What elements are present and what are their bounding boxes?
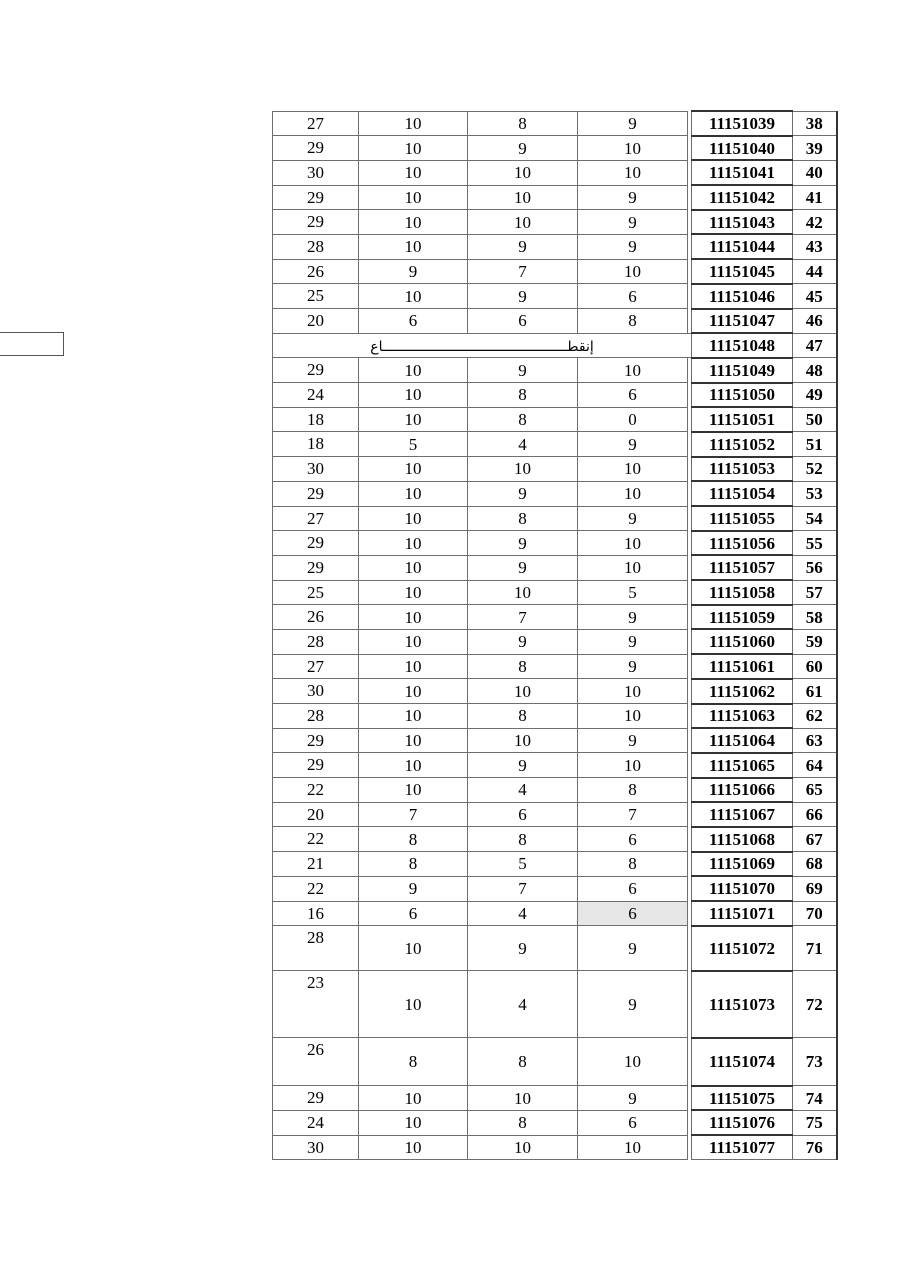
score-cell-a: 10 — [578, 358, 688, 383]
score-cell-c: 10 — [359, 778, 468, 803]
score-cell-b: 8 — [468, 827, 578, 852]
table-row — [273, 1135, 837, 1160]
row-number-cell: 62 — [793, 704, 837, 729]
total-cell: 26 — [273, 1038, 359, 1086]
total-cell: 28 — [273, 926, 359, 971]
row-number-cell: 49 — [793, 383, 837, 408]
row-number-cell: 43 — [793, 234, 837, 259]
score-cell-c: 10 — [359, 1086, 468, 1111]
score-cell-a: 9 — [578, 926, 688, 971]
row-number-cell: 63 — [793, 728, 837, 753]
score-cell-b: 10 — [468, 580, 578, 605]
student-id-cell: 11151058 — [692, 580, 793, 605]
score-cell-a: 10 — [578, 160, 688, 185]
student-id-cell: 11151059 — [692, 605, 793, 630]
score-cell-c: 10 — [359, 383, 468, 408]
row-number-cell: 65 — [793, 778, 837, 803]
row-number-cell: 75 — [793, 1110, 837, 1135]
table-row — [273, 901, 837, 926]
total-cell: 29 — [273, 531, 359, 556]
total-cell: 29 — [273, 210, 359, 235]
table-row — [273, 654, 837, 679]
student-id-cell: 11151052 — [692, 432, 793, 457]
row-number-cell: 53 — [793, 481, 837, 506]
score-cell-a: 8 — [578, 309, 688, 334]
row-number-cell: 71 — [793, 926, 837, 971]
score-cell-c: 10 — [359, 136, 468, 161]
score-cell-c: 6 — [359, 309, 468, 334]
table-row — [273, 136, 837, 161]
score-cell-b: 10 — [468, 210, 578, 235]
score-cell-a: 10 — [578, 136, 688, 161]
score-cell-a: 9 — [578, 210, 688, 235]
score-cell-a: 10 — [578, 555, 688, 580]
score-cell-c: 10 — [359, 1135, 468, 1160]
score-cell-b: 6 — [468, 802, 578, 827]
student-id-cell: 11151046 — [692, 284, 793, 309]
table-row — [273, 827, 837, 852]
table-row — [273, 284, 837, 309]
total-cell: 27 — [273, 654, 359, 679]
total-cell: 28 — [273, 629, 359, 654]
student-id-cell: 11151048 — [692, 333, 793, 358]
total-cell: 27 — [273, 111, 359, 136]
row-number-cell: 52 — [793, 457, 837, 482]
score-cell-c: 10 — [359, 185, 468, 210]
score-cell-c: 10 — [359, 407, 468, 432]
row-number-cell: 41 — [793, 185, 837, 210]
student-id-cell: 11151067 — [692, 802, 793, 827]
table-row — [273, 160, 837, 185]
row-number-cell: 70 — [793, 901, 837, 926]
table-row — [273, 531, 837, 556]
student-id-cell: 11151072 — [692, 926, 793, 971]
score-cell-c: 8 — [359, 827, 468, 852]
score-cell-b: 9 — [468, 629, 578, 654]
row-number-cell: 54 — [793, 506, 837, 531]
row-number-cell: 72 — [793, 971, 837, 1038]
total-cell: 18 — [273, 432, 359, 457]
score-cell-c: 10 — [359, 284, 468, 309]
score-cell-b: 10 — [468, 679, 578, 704]
student-id-cell: 11151064 — [692, 728, 793, 753]
row-number-cell: 56 — [793, 555, 837, 580]
table-row — [273, 728, 837, 753]
student-id-cell: 11151076 — [692, 1110, 793, 1135]
row-number-cell: 76 — [793, 1135, 837, 1160]
total-cell: 20 — [273, 309, 359, 334]
total-cell: 18 — [273, 407, 359, 432]
score-cell-b: 8 — [468, 111, 578, 136]
score-cell-a: 6 — [578, 876, 688, 901]
table-row — [273, 383, 837, 408]
score-cell-a: 8 — [578, 852, 688, 877]
score-cell-c: 10 — [359, 753, 468, 778]
table-row — [273, 185, 837, 210]
row-number-cell: 55 — [793, 531, 837, 556]
table-row — [273, 309, 837, 334]
score-cell-c: 10 — [359, 971, 468, 1038]
score-cell-c: 10 — [359, 1110, 468, 1135]
score-cell-a: 7 — [578, 802, 688, 827]
table-row — [273, 481, 837, 506]
student-id-cell: 11151039 — [692, 111, 793, 136]
total-cell: 29 — [273, 185, 359, 210]
total-cell: 29 — [273, 753, 359, 778]
score-cell-c: 9 — [359, 876, 468, 901]
table-row — [273, 778, 837, 803]
row-number-cell: 64 — [793, 753, 837, 778]
score-cell-c: 10 — [359, 234, 468, 259]
row-number-cell: 67 — [793, 827, 837, 852]
student-id-cell: 11151045 — [692, 259, 793, 284]
row-number-cell: 42 — [793, 210, 837, 235]
total-cell: 25 — [273, 580, 359, 605]
score-cell-a: 5 — [578, 580, 688, 605]
score-cell-b: 10 — [468, 160, 578, 185]
row-number-cell: 66 — [793, 802, 837, 827]
score-cell-c: 10 — [359, 704, 468, 729]
total-cell: 30 — [273, 457, 359, 482]
student-id-cell: 11151042 — [692, 185, 793, 210]
table-row — [273, 210, 837, 235]
score-cell-a: 9 — [578, 629, 688, 654]
score-cell-a: 9 — [578, 971, 688, 1038]
total-cell: 22 — [273, 876, 359, 901]
total-cell: 25 — [273, 284, 359, 309]
student-id-cell: 11151049 — [692, 358, 793, 383]
student-id-cell: 11151071 — [692, 901, 793, 926]
row-number-cell: 39 — [793, 136, 837, 161]
score-cell-b: 8 — [468, 383, 578, 408]
score-cell-a: 6 — [578, 827, 688, 852]
total-cell: 29 — [273, 136, 359, 161]
score-cell-b: 8 — [468, 704, 578, 729]
score-cell-a: 9 — [578, 234, 688, 259]
score-cell-a: 10 — [578, 1038, 688, 1086]
score-cell-c: 10 — [359, 481, 468, 506]
score-cell-b: 9 — [468, 234, 578, 259]
total-cell: 29 — [273, 358, 359, 383]
total-cell: 26 — [273, 259, 359, 284]
score-cell-c: 10 — [359, 555, 468, 580]
total-cell: 28 — [273, 704, 359, 729]
row-number-cell: 45 — [793, 284, 837, 309]
student-id-cell: 11151065 — [692, 753, 793, 778]
table-row — [273, 333, 837, 358]
table-row — [273, 358, 837, 383]
score-cell-b: 10 — [468, 1135, 578, 1160]
score-cell-b: 10 — [468, 457, 578, 482]
score-cell-b: 9 — [468, 531, 578, 556]
total-cell: 22 — [273, 778, 359, 803]
score-cell-b: 8 — [468, 407, 578, 432]
total-cell: 24 — [273, 1110, 359, 1135]
table-row — [273, 234, 837, 259]
table-row — [273, 407, 837, 432]
student-id-cell: 11151063 — [692, 704, 793, 729]
score-cell-c: 10 — [359, 728, 468, 753]
student-id-cell: 11151044 — [692, 234, 793, 259]
row-number-cell: 38 — [793, 111, 837, 136]
score-cell-b: 4 — [468, 901, 578, 926]
score-cell-b: 10 — [468, 1086, 578, 1111]
score-cell-a: 10 — [578, 481, 688, 506]
total-cell: 29 — [273, 555, 359, 580]
score-cell-c: 10 — [359, 580, 468, 605]
table-row — [273, 926, 837, 971]
score-cell-b: 8 — [468, 1038, 578, 1086]
student-id-cell: 11151055 — [692, 506, 793, 531]
score-cell-c: 10 — [359, 531, 468, 556]
score-cell-a: 8 — [578, 778, 688, 803]
score-cell-c: 10 — [359, 679, 468, 704]
score-cell-c: 10 — [359, 926, 468, 971]
table-row — [273, 259, 837, 284]
score-cell-b: 10 — [468, 728, 578, 753]
score-cell-b: 7 — [468, 876, 578, 901]
student-id-cell: 11151069 — [692, 852, 793, 877]
table-row — [273, 679, 837, 704]
row-number-cell: 73 — [793, 1038, 837, 1086]
student-id-cell: 11151073 — [692, 971, 793, 1038]
score-cell-a: 9 — [578, 605, 688, 630]
total-cell: 28 — [273, 234, 359, 259]
table-row — [273, 555, 837, 580]
student-id-cell: 11151041 — [692, 160, 793, 185]
total-cell: 16 — [273, 901, 359, 926]
score-cell-c: 7 — [359, 802, 468, 827]
row-number-cell: 50 — [793, 407, 837, 432]
total-cell: 29 — [273, 728, 359, 753]
student-id-cell: 11151053 — [692, 457, 793, 482]
table-row — [273, 753, 837, 778]
student-id-cell: 11151040 — [692, 136, 793, 161]
margin-box — [0, 332, 64, 356]
score-cell-c: 10 — [359, 605, 468, 630]
score-cell-b: 5 — [468, 852, 578, 877]
score-cell-b: 9 — [468, 926, 578, 971]
total-cell: 22 — [273, 827, 359, 852]
total-cell: 23 — [273, 971, 359, 1038]
score-cell-a: 9 — [578, 728, 688, 753]
score-cell-b: 7 — [468, 605, 578, 630]
row-number-cell: 59 — [793, 629, 837, 654]
table-row — [273, 876, 837, 901]
student-id-cell: 11151060 — [692, 629, 793, 654]
table-row — [273, 802, 837, 827]
score-cell-a: 9 — [578, 1086, 688, 1111]
row-number-cell: 40 — [793, 160, 837, 185]
student-id-cell: 11151054 — [692, 481, 793, 506]
student-id-cell: 11151077 — [692, 1135, 793, 1160]
score-cell-a: 0 — [578, 407, 688, 432]
row-number-cell: 47 — [793, 333, 837, 358]
student-id-cell: 11151068 — [692, 827, 793, 852]
table-row — [273, 971, 837, 1038]
score-cell-c: 10 — [359, 210, 468, 235]
row-number-cell: 68 — [793, 852, 837, 877]
score-cell-b: 4 — [468, 778, 578, 803]
score-cell-a: 9 — [578, 111, 688, 136]
table-row — [273, 506, 837, 531]
score-cell-b: 10 — [468, 185, 578, 210]
total-cell: 30 — [273, 679, 359, 704]
student-id-cell: 11151057 — [692, 555, 793, 580]
student-id-cell: 11151061 — [692, 654, 793, 679]
student-id-cell: 11151066 — [692, 778, 793, 803]
dropout-label: إنقطـــــــــــــــــــــــــــــــــــــــــــــاع — [370, 339, 594, 356]
score-cell-b: 4 — [468, 971, 578, 1038]
score-cell-a: 9 — [578, 185, 688, 210]
total-cell: 30 — [273, 1135, 359, 1160]
table-row — [273, 704, 837, 729]
score-cell-b: 8 — [468, 654, 578, 679]
score-cell-b: 8 — [468, 1110, 578, 1135]
table-row — [273, 432, 837, 457]
score-cell-c: 6 — [359, 901, 468, 926]
score-cell-a: 10 — [578, 259, 688, 284]
student-id-cell: 11151074 — [692, 1038, 793, 1086]
score-cell-a: 6 — [578, 383, 688, 408]
student-id-cell: 11151051 — [692, 407, 793, 432]
row-number-cell: 46 — [793, 309, 837, 334]
dropout-cell — [273, 333, 692, 358]
score-cell-a: 6 — [578, 901, 688, 926]
score-cell-a: 10 — [578, 753, 688, 778]
score-cell-c: 10 — [359, 111, 468, 136]
score-cell-a: 10 — [578, 457, 688, 482]
total-cell: 29 — [273, 1086, 359, 1111]
table-row — [273, 1038, 837, 1086]
score-cell-a: 9 — [578, 432, 688, 457]
row-number-cell: 61 — [793, 679, 837, 704]
score-cell-c: 5 — [359, 432, 468, 457]
score-cell-a: 10 — [578, 679, 688, 704]
student-id-cell: 11151070 — [692, 876, 793, 901]
total-cell: 20 — [273, 802, 359, 827]
score-cell-a: 10 — [578, 531, 688, 556]
score-cell-b: 7 — [468, 259, 578, 284]
table-row — [273, 605, 837, 630]
student-id-cell: 11151075 — [692, 1086, 793, 1111]
total-cell: 30 — [273, 160, 359, 185]
score-cell-b: 8 — [468, 506, 578, 531]
score-cell-c: 10 — [359, 629, 468, 654]
total-cell: 29 — [273, 481, 359, 506]
total-cell: 27 — [273, 506, 359, 531]
table-row — [273, 111, 837, 136]
row-number-cell: 60 — [793, 654, 837, 679]
score-cell-c: 9 — [359, 259, 468, 284]
score-cell-a: 6 — [578, 1110, 688, 1135]
score-cell-c: 10 — [359, 457, 468, 482]
row-number-cell: 51 — [793, 432, 837, 457]
score-cell-a: 9 — [578, 654, 688, 679]
total-cell: 26 — [273, 605, 359, 630]
student-id-cell: 11151056 — [692, 531, 793, 556]
grades-table — [272, 110, 838, 1160]
score-cell-b: 9 — [468, 136, 578, 161]
score-cell-b: 9 — [468, 753, 578, 778]
student-id-cell: 11151050 — [692, 383, 793, 408]
score-cell-c: 8 — [359, 1038, 468, 1086]
table-row — [273, 580, 837, 605]
row-number-cell: 48 — [793, 358, 837, 383]
total-cell: 24 — [273, 383, 359, 408]
student-id-cell: 11151043 — [692, 210, 793, 235]
row-number-cell: 74 — [793, 1086, 837, 1111]
student-id-cell: 11151047 — [692, 309, 793, 334]
row-number-cell: 69 — [793, 876, 837, 901]
table-row — [273, 1110, 837, 1135]
score-cell-c: 8 — [359, 852, 468, 877]
score-cell-a: 6 — [578, 284, 688, 309]
row-number-cell: 58 — [793, 605, 837, 630]
score-cell-a: 9 — [578, 506, 688, 531]
score-cell-b: 9 — [468, 481, 578, 506]
score-cell-c: 10 — [359, 654, 468, 679]
table-row — [273, 457, 837, 482]
score-cell-b: 9 — [468, 555, 578, 580]
score-cell-b: 9 — [468, 284, 578, 309]
score-cell-c: 10 — [359, 160, 468, 185]
score-cell-b: 9 — [468, 358, 578, 383]
table-row — [273, 1086, 837, 1111]
student-id-cell: 11151062 — [692, 679, 793, 704]
table-row — [273, 852, 837, 877]
score-cell-b: 4 — [468, 432, 578, 457]
score-cell-a: 10 — [578, 704, 688, 729]
score-cell-c: 10 — [359, 506, 468, 531]
total-cell: 21 — [273, 852, 359, 877]
score-cell-b: 6 — [468, 309, 578, 334]
table-row — [273, 629, 837, 654]
score-cell-c: 10 — [359, 358, 468, 383]
score-cell-a: 10 — [578, 1135, 688, 1160]
row-number-cell: 44 — [793, 259, 837, 284]
row-number-cell: 57 — [793, 580, 837, 605]
